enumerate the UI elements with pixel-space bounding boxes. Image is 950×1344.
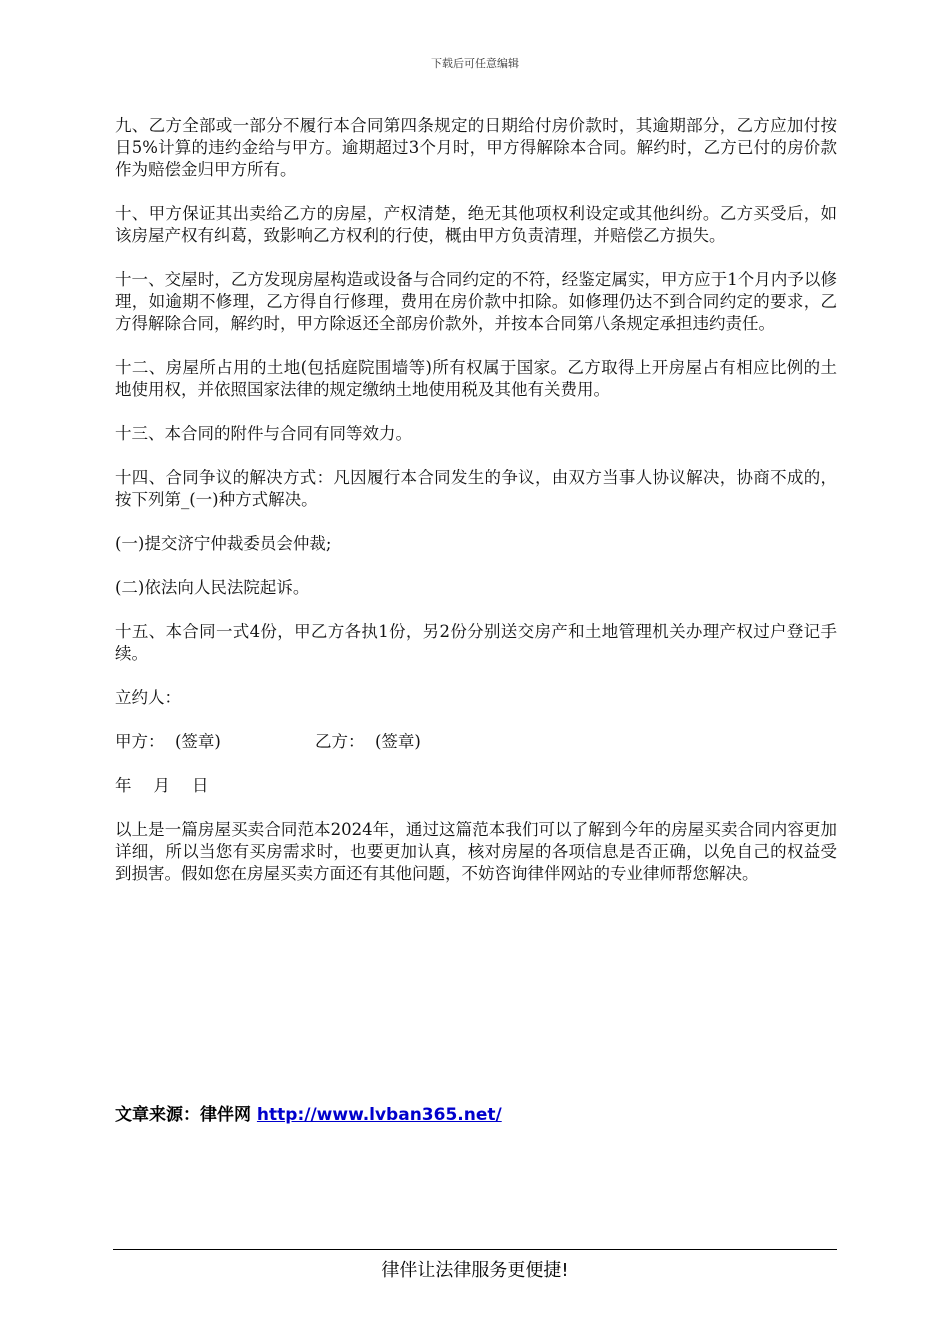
party-b-signature: 乙方： (签章) [315,732,421,751]
document-body [115,115,837,907]
date-day: 日 [192,776,209,795]
date-row [115,775,837,797]
clause-14-option-1: (一)提交济宁仲裁委员会仲裁; [115,534,332,553]
footer-divider [113,1249,837,1250]
clause-14-option-2: (二)依法向人民法院起诉。 [115,578,310,597]
clause-14: 十四、合同争议的解决方式：凡因履行本合同发生的争议，由双方当事人协议解决，协商不成的，按下列第_(一)种方式解决。 [115,468,837,509]
party-a-signature: 甲方： (签章) [115,732,221,751]
summary-paragraph: 以上是一篇房屋买卖合同范本2024年，通过这篇范本我们可以了解到今年的房屋买卖合同内容更加详细，所以当您有买房需求时，也要更加认真，核对房屋的各项信息是否正确，以免自己的权益受到损害。假如您在房屋买卖方面还有其他问题，不妨咨询律伴网站的专业律师帮您解决。 [115,820,837,883]
clause-9: 九、乙方全部或一部分不履行本合同第四条规定的日期给付房价款时，其逾期部分，乙方应加付按日5%计算的违约金给与甲方。逾期超过3个月时，甲方得解除本合同。解约时，乙方已付的房价款作为赔偿金归甲方所有。 [115,116,837,179]
date-month: 月 [153,776,170,795]
page-header-note: 下载后可任意编辑 [431,57,519,70]
clause-10: 十、甲方保证其出卖给乙方的房屋，产权清楚，绝无其他项权利设定或其他纠纷。乙方买受后，如该房屋产权有纠葛，致影响乙方权利的行使，概由甲方负责清理，并赔偿乙方损失。 [115,204,837,245]
source-label: 文章来源：律伴网 [115,1105,257,1125]
signature-row [115,731,837,753]
clause-12: 十二、房屋所占用的土地(包括庭院围墙等)所有权属于国家。乙方取得上开房屋占有相应比例的土地使用权，并依照国家法律的规定缴纳土地使用税及其他有关费用。 [115,358,837,399]
article-source [115,1100,502,1125]
date-year: 年 [115,776,132,795]
signatories-label: 立约人： [115,688,181,707]
clause-13: 十三、本合同的附件与合同有同等效力。 [115,424,412,443]
footer-slogan: 律伴让法律服务更便捷! [381,1260,569,1281]
clause-11: 十一、交屋时，乙方发现房屋构造或设备与合同约定的不符，经鉴定属实，甲方应于1个月内予以修理，如逾期不修理，乙方得自行修理，费用在房价款中扣除。如修理仍达不到合同约定的要求，乙方得解除合同，解约时，甲方除返还全部房价款外，并按本合同第八条规定承担违约责任。 [115,270,837,333]
clause-15: 十五、本合同一式4份，甲乙方各执1份，另2份分别送交房产和土地管理机关办理产权过户登记手续。 [115,622,837,663]
source-link[interactable]: http://www.lvban365.net/ [256,1105,502,1125]
